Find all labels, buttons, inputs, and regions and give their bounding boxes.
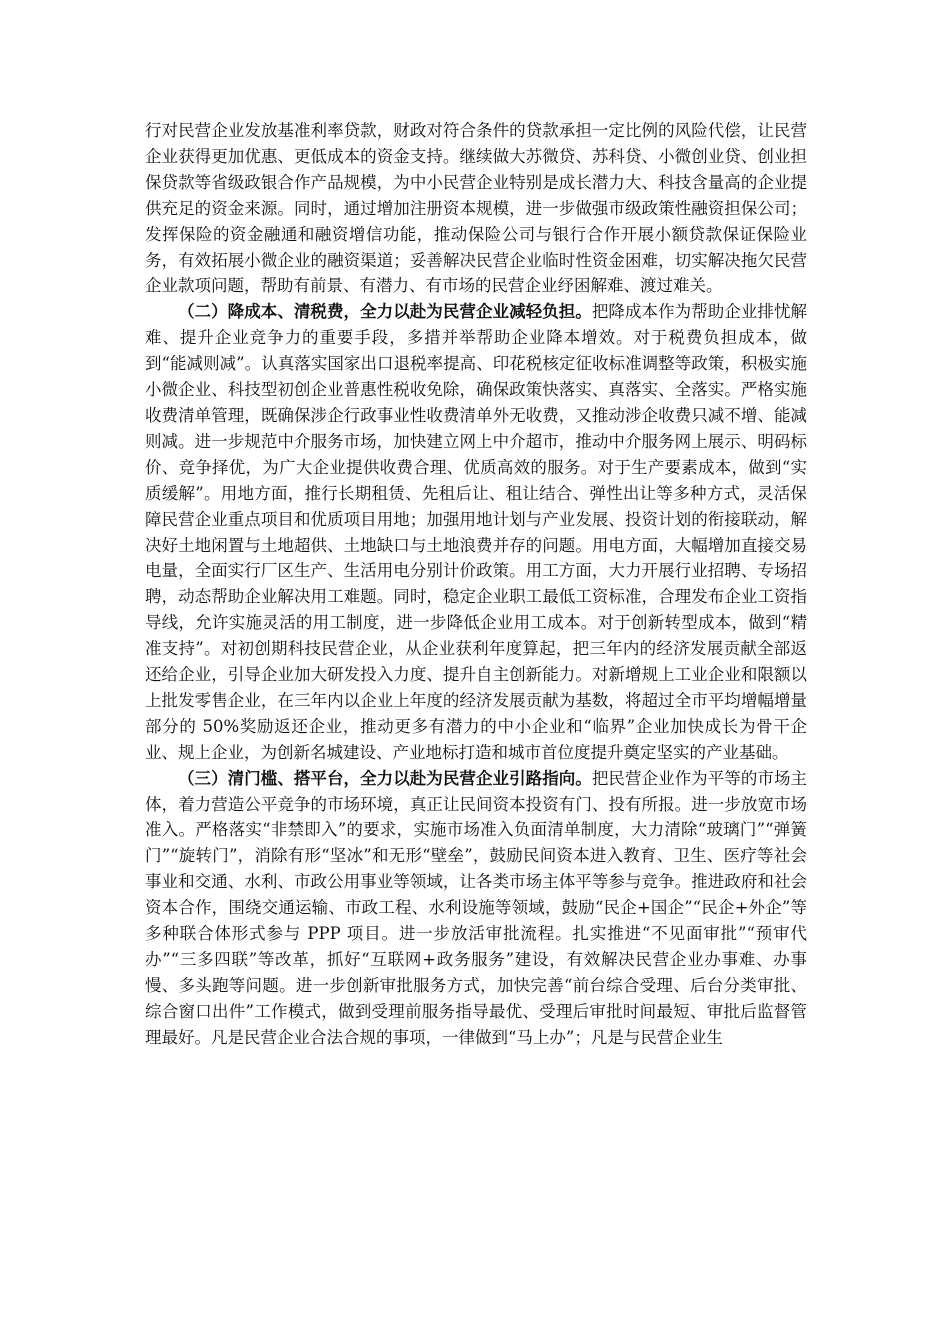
paragraph-financing [145, 118, 807, 299]
paragraph-body: 把降成本作为帮助企业排忧解难、提升企业竞争力的重要手段，多措并举帮助企业降本增效。对于税费负担成本，做到“能减则减”。认真落实国家出口退税率提高、印花税核定征收标准调整等政策，积极实施小微企业、科技型初创企业普惠性税收免除，确保政策快落实、真落实、全落实。严格实施收费清单管理，既确保涉企行政事业性收费清单外无收费，又推动涉企收费只减不增、能减则减。进一步规范中介服务市场，加快建立网上中介超市，推动中介服务网上展示、明码标价、竞争择优，为广大企业提供收费合理、优质高效的服务。对于生产要素成本，做到“实质缓解”。用地方面，推行长期租赁、先租后让、租让结合、弹性出让等多种方式，灵活保障民营企业重点项目和优质项目用地；加强用地计划与产业发展、投资计划的衔接联动，解决好土地闲置与土地超供、土地缺口与土地浪费并存的问题。用电方面，大幅增加直接交易电量，全面实行厂区生产、生活用电分别计价政策。用工方面，大力开展行业招聘、专场招聘，动态帮助企业解决用工难题。同时，稳定企业职工最低工资标准，合理发布企业工资指导线，允许实施灵活的用工制度，进一步降低企业用工成本。对于创新转型成本，做到“精准支持”。对初创期科技民营企业，从企业获利年度算起，把三年内的经济发展贡献全部返还给企业，引导企业加大研发投入力度、提升自主创新能力。对新增规上工业企业和限额以上批发零售企业，在三年内以企业上年度的经济发展贡献为基数，将超过全市平均增幅增量部分的 50%奖励返还企业，推动更多有潜力的中小企业和“临界”企业加快成长为骨干企业、规上企业，为创新名城建设、产业地标打造和城市首位度提升奠定坚实的产业基础。 [145, 302, 808, 762]
section-heading-clear-barriers: （三）清门槛、搭平台，全力以赴为民营企业引路指向。 [178, 768, 592, 788]
paragraph-clear-barriers [145, 766, 807, 1051]
paragraph-body: 行对民营企业发放基准利率贷款，财政对符合条件的贷款承担一定比例的风险代偿，让民营企业获得更加优惠、更低成本的资金支持。继续做大苏微贷、苏科贷、小微创业贷、创业担保贷款等省级政银合作产品规模，为中小民营企业特别是成长潜力大、科技含量高的企业提供充足的资金来源。同时，通过增加注册资本规模，进一步做强市级政策性融资担保公司；发挥保险的资金融通和融资增信功能，推动保险公司与银行合作开展小额贷款保证保险业务，有效拓展小微企业的融资渠道；妥善解决民营企业临时性资金困难，切实解决拖欠民营企业款项问题，帮助有前景、有潜力、有市场的民营企业纾困解难、渡过难关。 [145, 121, 807, 296]
document-body [145, 118, 807, 1051]
paragraph-reduce-costs [145, 299, 807, 765]
paragraph-body: 把民营企业作为平等的市场主体，着力营造公平竞争的市场环境，真正让民间资本投资有门、投有所报。进一步放宽市场准入。严格落实“非禁即入”的要求，实施市场准入负面清单制度，大力清除“玻璃门”“弹簧门”“旋转门”，消除有形“坚冰”和无形“壁垒”，鼓励民间资本进入教育、卫生、医疗等社会事业和交通、水利、市政公用事业等领域，让各类市场主体平等参与竞争。推进政府和社会资本合作，围绕交通运输、市政工程、水利设施等领域，鼓励“民企+国企”“民企+外企”等多种联合体形式参与 PPP 项目。进一步放活审批流程。扎实推进“不见面审批”“预审代办”“三多四联”等改革，抓好“互联网+政务服务”建设，有效解决民营企业办事难、办事慢、多头跑等问题。进一步创新审批服务方式，加快完善“前台综合受理、后台分类审批、综合窗口出件”工作模式，做到受理前服务指导最优、受理后审批时间最短、审批后监督管理最好。凡是民营企业合法合规的事项，一律做到“马上办”；凡是与民营企业生 [145, 768, 808, 1047]
section-heading-reduce-costs: （二）降成本、清税费，全力以赴为民营企业减轻负担。 [178, 302, 592, 322]
